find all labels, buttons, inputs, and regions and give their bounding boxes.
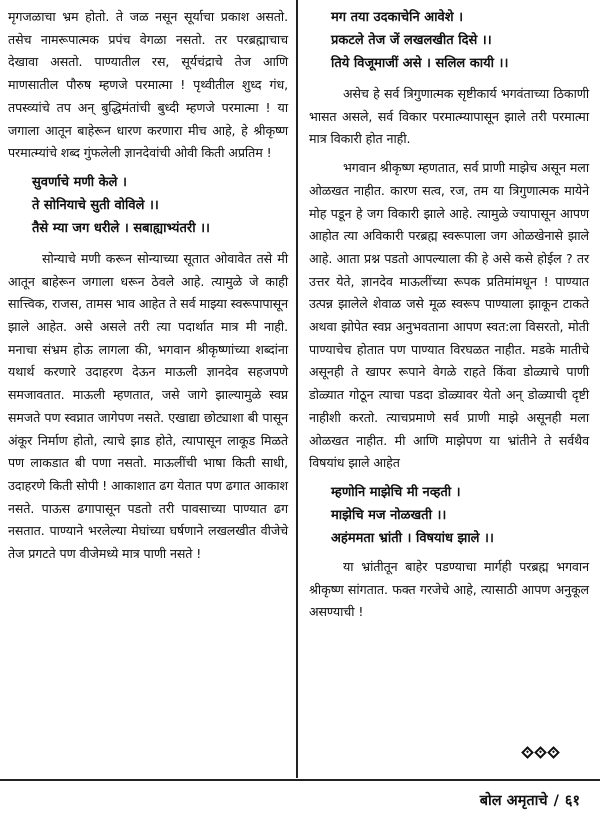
right-paragraph-1: असेच हे सर्व त्रिगुणात्मक सृष्टीकार्य भगवंताच्या ठिकाणी भासत असले, सर्व विकार परमात्म्यापासून झाले तरी परमात्मा मात्र विकारी होत नाही.: [309, 86, 589, 147]
left-paragraph-2: सोन्याचे मणी करून सोन्याच्या सूतात ओवावेत तसे मी आतून बाहेरून जगाला धरून ठेवले आहे. त्यामुळे जे काही सात्त्विक, राजस, तामस भाव आहेत ते सर्व माझ्या स्वरूपापासून झाले आहेत. असे असले तरी त्या पदार्थात मात्र मी नाही. मनाचा संभ्रम होऊ लागला की, भगवान श्रीकृष्णांच्या शब्दांना यथार्थ करणारे उदाहरण देऊन माऊली ज्ञानदेव सहजपणे समजावतात. माऊली म्हणतात, जसे जागे झाल्यामुळे स्वप्न समजते पण स्वप्नात जागेपण नसते. एखाद्या छोट्याशा बी पासून अंकूर निर्माण होतो, त्याचे झाड होते, त्यापासून लाकूड मिळते पण लाकडात बी पणा नसतो. माऊलींची भाषा किती साधी, उदाहरणे किती सोपी ! आकाशात ढग येतात पण ढगात आकाश नसते. पाऊस ढगापासून पडतो तरी पावसाच्या पाण्यात ढग नसतात. पाण्याने भरलेल्या मेघांच्या घर्षणाने लखलखीत वीजेचे तेज प्रगटते पण वीजेमध्ये मात्र पाणी नसते !: [8, 250, 288, 562]
right-verse2-line-3: अहंममता भ्रांती । विषयांध झाले ।।: [331, 530, 494, 546]
footer-separator: /: [553, 793, 559, 809]
right-verse2-line-2: माझेचि मज नोळखती ।।: [331, 507, 447, 523]
left-verse-line-2: ते सोनियाचे सुती वोविले ।।: [32, 197, 159, 213]
right-verse1-line-3: तिये विजूमाजीं असे । सलिल कायी ।।: [331, 56, 509, 71]
right-paragraph-2: भगवान श्रीकृष्ण म्हणतात, सर्व प्राणी माझेच असून मला ओळखत नाहीत. कारण सत्व, रज, तम या त्रिगुणात्मक मायेने मोह पडून हे जग विकारी झाले आहे. त्यामुळे ज्यापासून आपण आहोत त्या अविकारी परब्रह्म स्वरूपाला जग ओळखेनासे झाले आहे. आता प्रश्न पडतो आपल्याला की हे असे कसे होईल ? तर उत्तर येते, ज्ञानदेव माऊलींच्या रूपक प्रतिमांमधून ! पाण्यात उत्पन्न झालेले शेवाळ जसे मूळ स्वरूप पाण्याला झाकून टाकते अथवा झोपेत स्वप्न अनुभवताना आपण स्वत:ला विसरतो, मोती पाण्याचेच होतात पण पाण्यात विरघळत नाहीत. मडके मातीचे असूनही ते खापर रूपाने वेगळे राहते किंवा डोळ्याचे पाणी डोळ्यात गोठून त्याचा पडदा डोळ्यावर येतो अन् डोळ्याची दृष्टी नाहीशी करतो. त्याचप्रमाणे सर्व प्राणी माझे असूनही मला ओळखत नाहीत. मी आणि माझेपण या भ्रांतीने ते सर्वथैव विषयांध झाले आहेत: [309, 160, 589, 471]
page-number: ६१: [564, 793, 580, 809]
left-paragraph-1: मृगजळाचा भ्रम होतो. ते जळ नसून सूर्याचा प्रकाश असतो. तसेच नामरूपात्मक प्रपंच वेगळा नसतो. तर परब्रह्माचाच देखावा असतो. पाण्यातील रस, सूर्यचंद्राचे तेज आणि माणसातील पौरुष म्हणजे परमात्मा ! पृथ्वीतील शुध्द गंध, तपस्व्यांचे तप अन् बुद्धिमंतांची बुध्दी म्हणजे परमात्मा ! या जगाला आतून बाहेरून धारण करणारा मीच आहे, हे श्रीकृष्ण परमात्म्यांचे शब्द गुंफलेली ज्ञानदेवांची ओवी किती अप्रतिम !: [8, 9, 288, 161]
right-verse2-line-1: म्हणोनि माझेचि मी नव्हती ।: [331, 484, 461, 500]
diamond-icon: [534, 746, 547, 759]
left-verse-line-1: सुवर्णाचे मणी केले ।: [32, 174, 127, 190]
right-column: [309, 6, 589, 624]
footer-rule: [0, 779, 600, 781]
section-end-ornament: [523, 748, 558, 757]
right-verse1-line-1: मग तया उदकाचेनि आवेशे ।: [331, 10, 464, 25]
right-paragraph-3: या भ्रांतीतून बाहेर पडण्याचा मार्गही परब्रह्म भगवान श्रीकृष्ण सांगतात. फक्त गरजेचे आहे, त्यासाठी आपण अनुकूल असण्याची !: [309, 558, 589, 620]
book-title: बोल अमृताचे: [479, 793, 548, 809]
diamond-icon: [547, 746, 560, 759]
page-footer: [480, 790, 580, 810]
left-verse-line-3: तैसे म्या जग धरीले । सबाह्याभ्यंतरी ।।: [32, 220, 210, 236]
diamond-icon: [521, 746, 534, 759]
right-verse1-line-2: प्रकटले तेज जें लखलखीत दिसे ।।: [331, 33, 492, 48]
left-column: [8, 6, 288, 566]
column-divider: [296, 0, 298, 778]
